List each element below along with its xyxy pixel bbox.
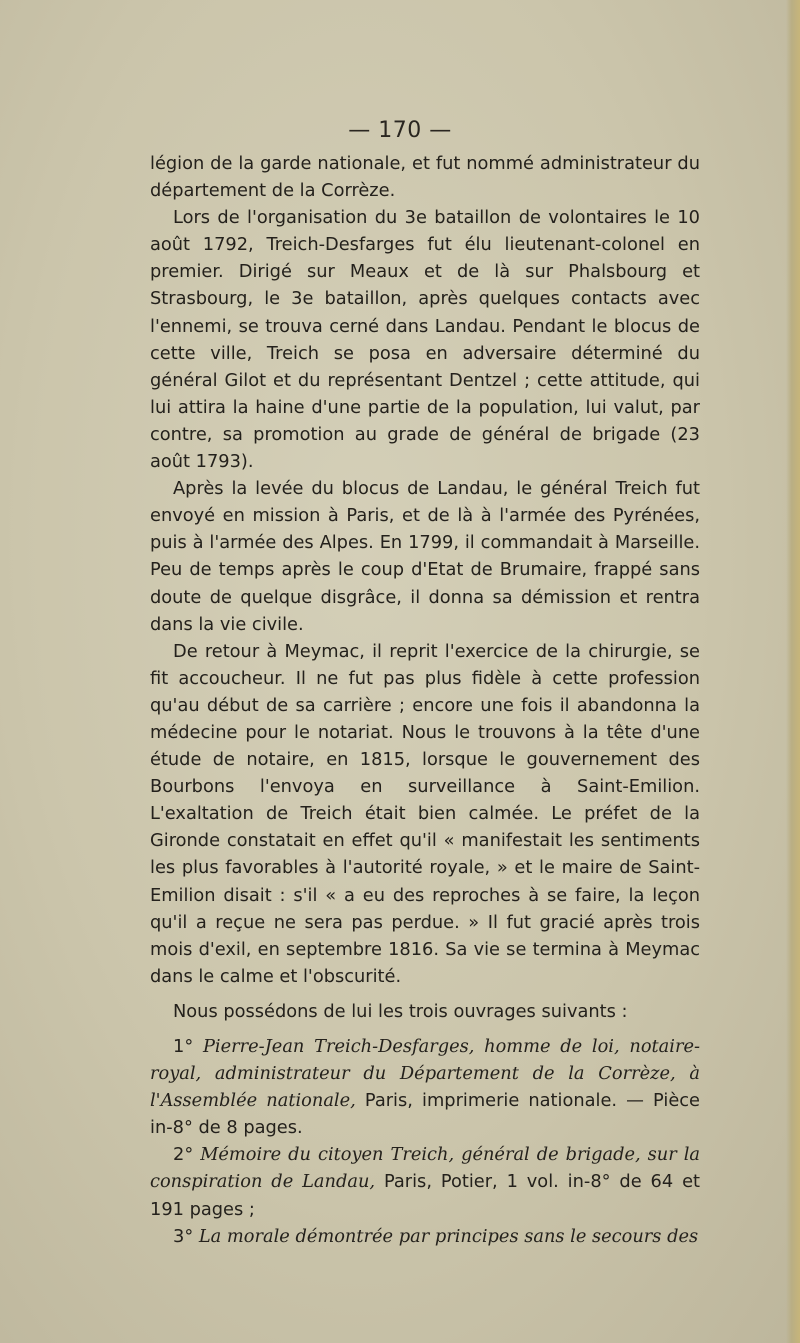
work-number: 3°: [173, 1225, 194, 1247]
work-title: Pierre-Jean Treich-Desfarges, homme de loi, notaire-royal, administrateur du Département de la Corrèze, à l'Assemblée nationale,: [150, 1036, 700, 1112]
page-number: — 170 —: [348, 118, 452, 143]
work-item-1: [150, 1033, 700, 1141]
page-edge-shadow: [786, 0, 800, 1343]
paragraph-5: Nous possédons de lui les trois ouvrages suivants :: [173, 1000, 628, 1022]
paragraph-3: Après la levée du blocus de Landau, le général Treich fut envoyé en mission à Paris, et de là à l'armée des Pyrénées, puis à l'armée des Alpes. En 1799, il commandait à Marseille. Peu de temps après le coup d'Etat de Brumaire, frappé sans doute de quelque disgrâce, il donna sa démission et rentra dans la vie civile.: [150, 478, 700, 635]
body-text: [150, 150, 700, 1250]
work-item-3: [150, 1223, 700, 1250]
work-number: 2°: [173, 1144, 194, 1166]
paragraph-4: De retour à Meymac, il reprit l'exercice de la chirurgie, se fit accoucheur. Il ne fut pas plus fidèle à cette profession qu'au début de sa carrière ; encore une fois il abandonna la médecine pour le notariat. Nous le trouvons à la tête d'une étude de notaire, en 1815, lorsque le gouvernement des Bourbons l'envoya en surveillance à Saint-Emilion. L'exaltation de Treich était bien calmée. Le préfet de la Gironde constatait en effet qu'il « manifestait les sentiments les plus favorables à l'autorité royale, » et le maire de Saint-Emilion disait : s'il « a eu des reproches à se faire, la leçon qu'il a reçue ne sera pas perdue. » Il fut gracié après trois mois d'exil, en septembre 1816. Sa vie se termina à Meymac dans le calme et l'obscurité.: [150, 640, 700, 987]
paragraph-1: légion de la garde nationale, et fut nommé administrateur du département de la Corrèze.: [150, 153, 700, 202]
work-title: Mémoire du citoyen Treich, général de brigade, sur la conspiration de Landau,: [150, 1144, 700, 1193]
work-details: Paris, Potier, 1 vol. in-8° de 64 et 191 pages ;: [150, 1171, 701, 1220]
paragraph-2: Lors de l'organisation du 3e bataillon de volontaires le 10 août 1792, Treich-Desfarges fut élu lieutenant-colonel en premier. Dirigé sur Meaux et de là sur Phalsbourg et Strasbourg, le 3e bataillon, après quelques contacts avec l'ennemi, se trouva cerné dans Landau. Pendant le blocus de cette ville, Treich se posa en adversaire déterminé du général Gilot et du représentant Dentzel ; cette attitude, qui lui attira la haine d'une partie de la population, lui valut, par contre, sa promotion au grade de général de brigade (23 août 1793).: [150, 207, 700, 473]
work-number: 1°: [173, 1036, 194, 1057]
work-item-2: [150, 1141, 700, 1222]
work-title: La morale démontrée par principes sans le secours des: [198, 1225, 699, 1247]
work-details: Paris, imprimerie nationale. — Pièce in-8° de 8 pages.: [150, 1090, 700, 1139]
